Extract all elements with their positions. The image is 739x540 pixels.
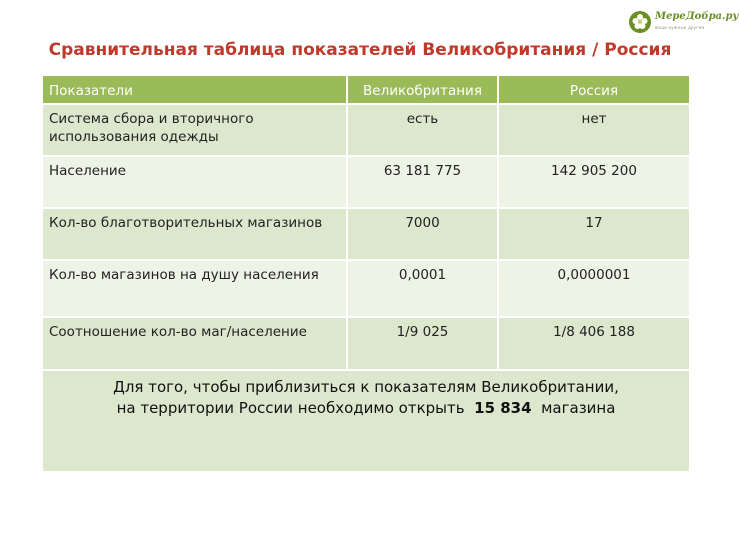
row-russia-value: нет: [497, 105, 689, 155]
row-indicator: Система сбора и вторичного использования одежды: [49, 111, 254, 146]
footer-line-2: [43, 398, 689, 419]
row-uk-value: 0,0001: [346, 261, 497, 316]
row-russia-value: 0,0000001: [497, 261, 689, 316]
logo: [628, 8, 739, 36]
row-russia-value: 17: [497, 209, 689, 259]
footer-line-2-after: магазина: [541, 399, 616, 417]
logo-flower-icon: [628, 10, 652, 34]
row-russia-value: 142 905 200: [497, 157, 689, 207]
row-russia-value: 1/8 406 188: [497, 318, 689, 369]
footer-shop-count: 15 834: [474, 399, 532, 417]
table-footer-note: [43, 371, 689, 471]
footer-line-2-before: на территории России необходимо открыть: [116, 399, 465, 417]
table-row: [43, 261, 689, 318]
table-header-row: [43, 76, 689, 105]
logo-tagline: вещи нужные другим: [655, 25, 705, 30]
header-indicator: Показатели: [49, 83, 133, 99]
row-uk-value: 63 181 775: [346, 157, 497, 207]
table-row: [43, 157, 689, 209]
row-indicator: Соотношение кол-во маг/население: [49, 324, 307, 340]
row-indicator: Кол-во благотворительных магазинов: [49, 215, 323, 231]
table-row: [43, 318, 689, 371]
page-title: Сравнительная таблица показателей Великобритания / Россия: [48, 40, 672, 60]
row-uk-value: есть: [346, 105, 497, 155]
header-uk: Великобритания: [346, 76, 497, 103]
footer-line-1: Для того, чтобы приблизиться к показателям Великобритании,: [113, 378, 619, 396]
row-indicator: Кол-во магазинов на душу населения: [49, 267, 319, 283]
header-russia: Россия: [497, 76, 689, 103]
row-uk-value: 1/9 025: [346, 318, 497, 369]
table-row: [43, 105, 689, 157]
table-row: [43, 209, 689, 261]
row-uk-value: 7000: [346, 209, 497, 259]
comparison-table: [43, 76, 689, 471]
logo-name: МереДобра.ру: [655, 11, 739, 22]
row-indicator: Население: [49, 163, 126, 179]
